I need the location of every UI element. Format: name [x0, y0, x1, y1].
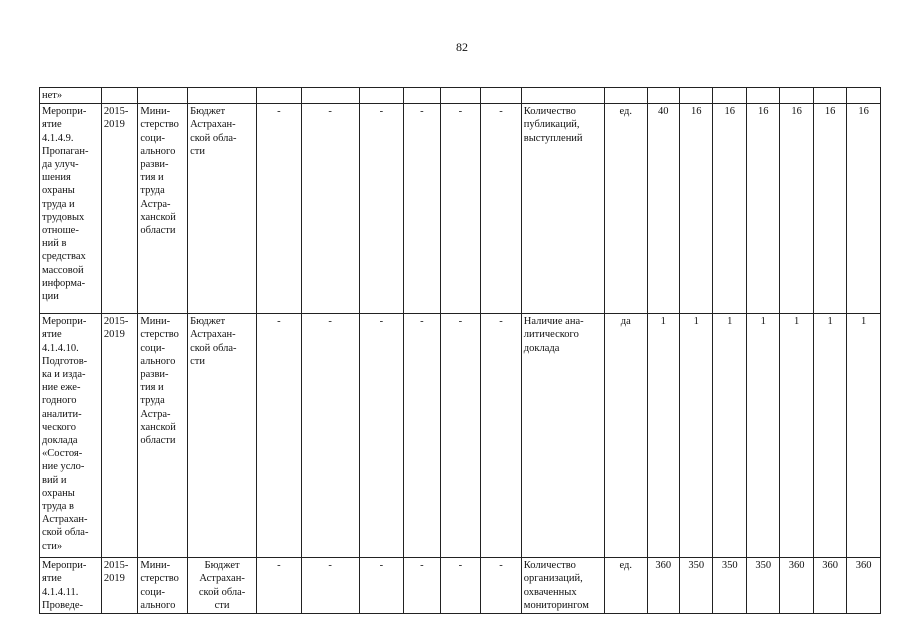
value-cell: 16	[680, 104, 713, 314]
financing-cell: -	[257, 558, 302, 614]
executor-cell: Мини- стерство соци- ального разви- тия и труда Астра- ханской области	[138, 104, 188, 314]
value-cell: 350	[746, 558, 779, 614]
source-cell: Бюджет Астрахан- ской обла- сти	[188, 314, 257, 558]
page-number: 82	[456, 40, 468, 54]
value-cell: 16	[713, 104, 746, 314]
financing-cell: -	[359, 104, 404, 314]
source-cell: Бюджет Астрахан- ской обла- сти	[188, 558, 257, 614]
unit-cell: ед.	[604, 558, 647, 614]
event-cell: Меропри- ятие 4.1.4.10. Подготов- ка и изда- ние еже- годного аналити- ческого доклада «Состоя- ние усло- вий и охраны труда в Астрахан- ской обла- сти»	[40, 314, 102, 558]
indicator-cell: Наличие ана- литического доклада	[521, 314, 604, 558]
value-cell: 1	[746, 314, 779, 558]
financing-cell: -	[481, 558, 522, 614]
event-cell: Меропри- ятие 4.1.4.11. Проведе-	[40, 558, 102, 614]
table-row	[40, 314, 881, 558]
value-cell: 350	[680, 558, 713, 614]
financing-cell: -	[257, 104, 302, 314]
value-cell: 1	[780, 314, 813, 558]
value-cell: 16	[847, 104, 881, 314]
period-cell: 2015- 2019	[101, 314, 138, 558]
value-cell: 16	[746, 104, 779, 314]
value-cell: 360	[813, 558, 846, 614]
continuation-cell: нет»	[40, 88, 102, 104]
financing-cell: -	[404, 558, 441, 614]
financing-cell: -	[359, 558, 404, 614]
period-cell: 2015- 2019	[101, 558, 138, 614]
table-row	[40, 558, 881, 614]
value-cell: 1	[647, 314, 679, 558]
value-cell: 360	[847, 558, 881, 614]
value-cell: 1	[847, 314, 881, 558]
financing-cell: -	[481, 104, 522, 314]
value-cell: 360	[780, 558, 813, 614]
indicator-cell: Количество организаций, охваченных мониторингом	[521, 558, 604, 614]
source-cell: Бюджет Астрахан- ской обла- сти	[188, 104, 257, 314]
program-table	[39, 87, 881, 614]
financing-cell: -	[404, 104, 441, 314]
unit-cell: да	[604, 314, 647, 558]
value-cell: 1	[813, 314, 846, 558]
value-cell: 16	[780, 104, 813, 314]
executor-cell: Мини- стерство соци- ального	[138, 558, 188, 614]
financing-cell: -	[440, 104, 481, 314]
executor-cell: Мини- стерство соци- ального разви- тия и труда Астра- ханской области	[138, 314, 188, 558]
financing-cell: -	[359, 314, 404, 558]
financing-cell: -	[481, 314, 522, 558]
continuation-row	[40, 88, 881, 104]
value-cell: 40	[647, 104, 679, 314]
table-row	[40, 104, 881, 314]
financing-cell: -	[301, 314, 359, 558]
value-cell: 350	[713, 558, 746, 614]
financing-cell: -	[301, 558, 359, 614]
financing-cell: -	[440, 558, 481, 614]
financing-cell: -	[301, 104, 359, 314]
event-cell: Меропри- ятие 4.1.4.9. Пропаган- да улуч- шения охраны труда и трудовых отноше- ний в средствах массовой информа- ции	[40, 104, 102, 314]
value-cell: 1	[680, 314, 713, 558]
financing-cell: -	[257, 314, 302, 558]
financing-cell: -	[404, 314, 441, 558]
unit-cell: ед.	[604, 104, 647, 314]
period-cell: 2015- 2019	[101, 104, 138, 314]
value-cell: 360	[647, 558, 679, 614]
value-cell: 1	[713, 314, 746, 558]
financing-cell: -	[440, 314, 481, 558]
value-cell: 16	[813, 104, 846, 314]
indicator-cell: Количество публикаций, выступлений	[521, 104, 604, 314]
